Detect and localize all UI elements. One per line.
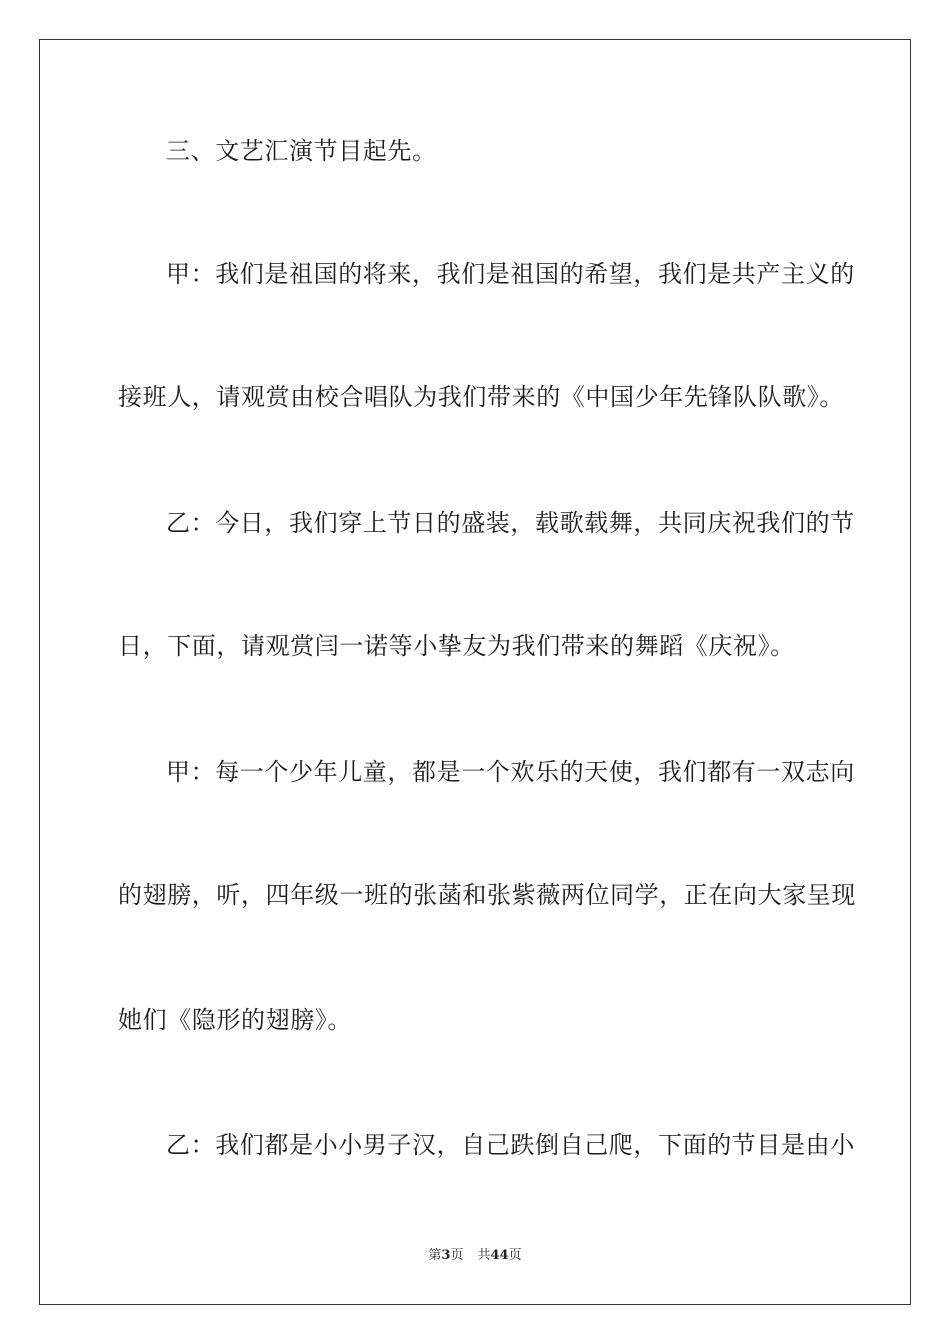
page-footer [0,1247,950,1265]
paragraph-line-8: 她们《隐形的翅膀》。 [118,1006,352,1034]
footer-total-suffix: 页 [508,1248,522,1263]
paragraph-line-6: 甲：每一个少年儿童，都是一个欢乐的天使，我们都有一双志向 [166,758,855,786]
footer-total-number: 44 [490,1248,509,1263]
footer-page-number: 3 [441,1248,451,1263]
footer-page-suffix: 页 [450,1248,464,1263]
footer-page-prefix: 第 [428,1248,442,1263]
paragraph-line-5: 日，下面，请观赏闫一诺等小挚友为我们带来的舞蹈《庆祝》。 [118,632,795,660]
paragraph-line-9: 乙：我们都是小小男子汉，自己跌倒自己爬，下面的节目是由小 [166,1131,855,1159]
paragraph-line-4: 乙：今日，我们穿上节日的盛装，载歌载舞，共同庆祝我们的节 [166,509,855,537]
footer-total-prefix: 共 [477,1248,491,1263]
paragraph-line-1: 三、文艺汇演节目起先。 [166,137,437,165]
page-border [39,39,911,1305]
paragraph-line-7: 的翅膀，听，四年级一班的张菡和张紫薇两位同学，正在向大家呈现 [118,881,856,909]
paragraph-line-2: 甲：我们是祖国的将来，我们是祖国的希望，我们是共产主义的 [166,260,855,288]
paragraph-line-3: 接班人，请观赏由校合唱队为我们带来的《中国少年先锋队队歌》。 [118,383,844,411]
